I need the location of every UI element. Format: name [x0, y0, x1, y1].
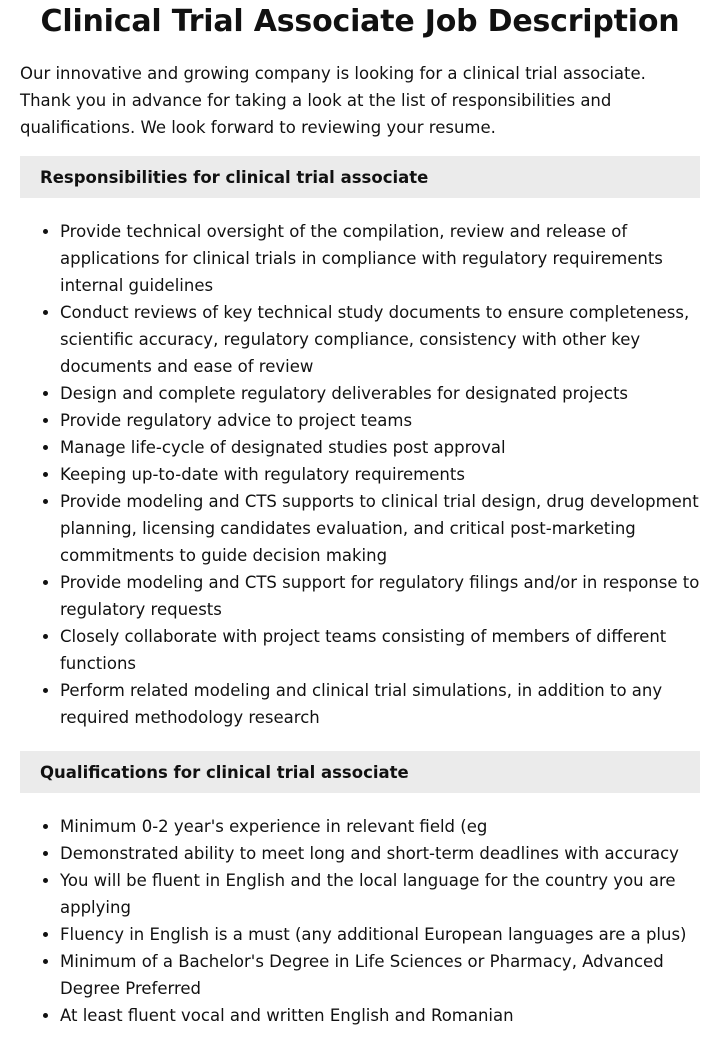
list-item: • Perform related modeling and clinical trial simulations, in addition to any required methodology research	[60, 677, 700, 731]
list-item: • Minimum 0-2 year's experience in relevant field (eg	[60, 813, 700, 840]
list-item: • Manage life-cycle of designated studies post approval	[60, 434, 700, 461]
list-item: • Closely collaborate with project teams consisting of members of different functions	[60, 623, 700, 677]
list-item: • Minimum of a Bachelor's Degree in Life Sciences or Pharmacy, Advanced Degree Preferred	[60, 948, 700, 1002]
list-item: • At least fluent vocal and written English and Romanian	[60, 1002, 700, 1029]
list-item: • Provide modeling and CTS support for regulatory filings and/or in response to regulatory requests	[60, 569, 700, 623]
qualifications-header: Qualifications for clinical trial associate	[20, 751, 700, 793]
list-item: • Fluency in English is a must (any additional European languages are a plus)	[60, 921, 700, 948]
list-item: • Design and complete regulatory deliverables for designated projects	[60, 380, 700, 407]
intro-paragraph: Our innovative and growing company is looking for a clinical trial associate. Thank you in advance for taking a look at the list of responsibilities and qualifications. We look forward to reviewing your resume.	[20, 64, 646, 137]
list-item: • Provide technical oversight of the compilation, review and release of applications for clinical trials in compliance with regulatory requirements internal guidelines	[60, 218, 700, 299]
list-item: • Provide modeling and CTS supports to clinical trial design, drug development planning, licensing candidates evaluation, and critical post-marketing commitments to guide decision making	[60, 488, 700, 569]
list-item: • Keeping up-to-date with regulatory requirements	[60, 461, 700, 488]
responsibilities-header: Responsibilities for clinical trial associate	[20, 156, 700, 198]
qualifications-list	[20, 813, 700, 1029]
list-item: • Demonstrated ability to meet long and short-term deadlines with accuracy	[60, 840, 700, 867]
list-item: • You will be fluent in English and the local language for the country you are applying	[60, 867, 700, 921]
list-item: • Conduct reviews of key technical study documents to ensure completeness, scientific accuracy, regulatory compliance, consistency with other key documents and ease of review	[60, 299, 700, 380]
list-item: • Provide regulatory advice to project teams	[60, 407, 700, 434]
page-title: Clinical Trial Associate Job Description	[40, 4, 680, 39]
responsibilities-list	[20, 218, 700, 731]
